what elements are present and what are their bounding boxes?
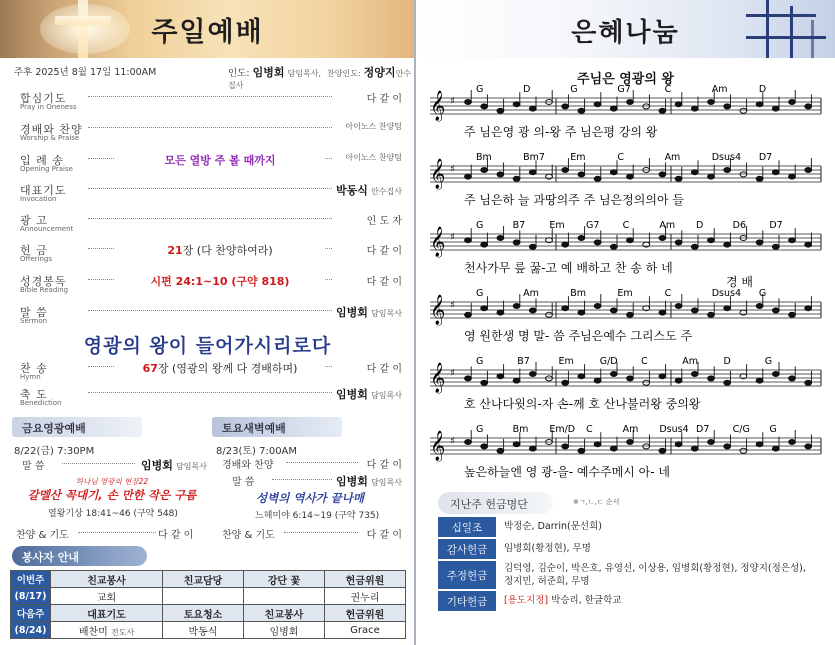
note (610, 372, 617, 377)
note (789, 174, 796, 179)
note (691, 244, 698, 249)
note (610, 446, 617, 451)
svg-text:♯: ♯ (450, 96, 455, 107)
note (578, 108, 585, 113)
note (659, 108, 666, 113)
order-item-hymn: 찬 송 Hymn 67장 (영광의 왕께 다 경배하며) 다 같 이 (20, 362, 402, 381)
lyric-alt: 경 배 (726, 275, 753, 289)
note (594, 442, 601, 447)
note (481, 168, 488, 173)
chord-label: G (476, 356, 484, 367)
page-title: 주일예배 (151, 17, 264, 48)
chord-label: Em (549, 220, 565, 231)
saturday-service-label: 토요새벽예배 (212, 417, 342, 437)
note (772, 106, 779, 111)
note (724, 242, 731, 247)
note (627, 238, 634, 243)
note (465, 376, 472, 381)
note (481, 380, 488, 385)
note (497, 236, 504, 241)
friday-sermon: 말 씀 임병회 담임목사 (22, 459, 207, 472)
note (610, 170, 617, 175)
note (627, 100, 634, 105)
chord-label: C (664, 84, 672, 95)
service-leaders: 인도: 임병회 담임목사, 찬양인도: 정양지안수집사 (228, 66, 412, 90)
note (756, 102, 763, 107)
note (497, 448, 504, 453)
lyric-line: 주 님은하 늘 과땅의주 주 님은정의의아 들 (464, 193, 684, 207)
note (594, 102, 601, 107)
note (675, 378, 682, 383)
note (805, 380, 812, 385)
note (610, 308, 617, 313)
order-label-en: Pray in Oneness (20, 103, 77, 111)
scripture-reference: 시편 24:1~10 (구약 818) (115, 273, 325, 289)
order-label: 합심기도 (20, 92, 67, 105)
note (513, 240, 520, 245)
note (594, 378, 601, 383)
note (691, 106, 698, 111)
note (708, 440, 715, 445)
chord-label: Dsus4 (659, 424, 689, 435)
sermon-title: 영광의 왕이 들어가시리로다 (83, 335, 332, 357)
note (708, 238, 715, 243)
note (740, 448, 747, 453)
order-item-opening: 입 례 송 Opening Praise 모든 열방 주 볼 때까지 아이노스 찬양팀 (20, 153, 402, 173)
note (691, 308, 698, 313)
note (724, 168, 731, 173)
note (529, 106, 536, 111)
note (529, 308, 536, 313)
note (805, 104, 812, 109)
note (529, 244, 536, 249)
note (756, 304, 763, 309)
saturday-date: 8/23(토) 7:00AM (216, 446, 298, 457)
order-item-offering: 헌 금 Offerings 21장 (다 찬양하여라) 다 같 이 (20, 244, 402, 263)
chord-label: Bm (570, 288, 587, 299)
chord-label: G (476, 84, 484, 95)
note (578, 236, 585, 241)
chord-label: D (523, 84, 531, 95)
lyric-line: 천사가무 릎 꿇-고 예 배하고 찬 송 하 네 (464, 261, 673, 275)
chord-label: Am (664, 152, 681, 163)
chord-label: Em/D (549, 424, 576, 435)
chord-label: Bm (476, 152, 492, 163)
note (724, 104, 731, 109)
note (756, 442, 763, 447)
lyric-line: 높은하늘엔 영 광-을- 예수주메시 아- 네 (464, 465, 670, 479)
saturday-sermon-title: 성벽의 역사가 끝나매 (256, 491, 364, 505)
chord-label: Dsus4 (711, 288, 741, 299)
svg-text:♯: ♯ (450, 368, 455, 379)
note (643, 104, 650, 109)
chord-label: C (664, 288, 672, 299)
music-line (430, 220, 821, 289)
chord-label: Am (622, 424, 639, 435)
order-item-worship: 경배와 찬양 Worship & Praise 아이노스 찬양팀 (20, 122, 402, 142)
chord-label: G (476, 424, 484, 435)
saturday-praise: 찬양 & 기도 다 같 이 (222, 530, 402, 541)
offering-order-note: ※ㄱ,ㄴ,ㄷ 순서 (573, 498, 620, 506)
note (772, 372, 779, 377)
note (805, 444, 812, 449)
chord-label: B7 (517, 356, 530, 367)
lyric-line: 영 원한생 명 말- 씀 주님은예수 그리스도 주 (464, 329, 693, 343)
note (594, 240, 601, 245)
chord-label: Em (558, 356, 574, 367)
note (529, 372, 536, 377)
friday-service-label: 금요영광예배 (12, 417, 142, 437)
chord-label: G/D (599, 356, 618, 367)
order-item-sermon: 말 씀 Sermon 임병회 담임목사 (20, 306, 402, 325)
chord-label: D7 (769, 220, 783, 231)
note (594, 176, 601, 181)
chord-label: Bm7 (523, 152, 545, 163)
chord-label: D6 (732, 220, 747, 231)
chord-label: D (758, 84, 767, 95)
note (691, 170, 698, 175)
saturday-worship: 경배와 찬양 다 같 이 (222, 460, 402, 471)
note (465, 312, 472, 317)
treble-clef-icon: 𝄞 (430, 91, 446, 121)
note (627, 376, 634, 381)
volunteer-label: 봉사자 안내 (12, 546, 147, 566)
note (497, 310, 504, 315)
note (659, 172, 666, 177)
chord-label: D7 (696, 424, 710, 435)
music-line (430, 288, 821, 343)
chord-label: Bm (512, 424, 529, 435)
chord-label: G (769, 424, 777, 435)
service-date: 주후 2025년 8월 17일 11:00AM (14, 67, 157, 78)
note (659, 310, 666, 315)
note (513, 102, 520, 107)
note (643, 380, 650, 385)
chord-label: C (622, 220, 630, 231)
order-item-bible-reading: 성경봉독 Bible Reading 시편 24:1~10 (구약 818) 다 같 이 (20, 275, 402, 294)
chord-label: C (641, 356, 648, 367)
chord-label: G7 (586, 220, 600, 231)
note (675, 176, 682, 181)
note (691, 372, 698, 377)
note (562, 242, 569, 247)
note (675, 304, 682, 309)
sunday-worship-header (0, 0, 415, 58)
chord-label: Dsus4 (711, 152, 741, 163)
music-line (430, 84, 821, 139)
note (529, 170, 536, 175)
note (562, 380, 569, 385)
note (481, 104, 488, 109)
note (465, 174, 472, 179)
note (772, 446, 779, 451)
chord-label: C/G (732, 424, 750, 435)
note (578, 310, 585, 315)
note (772, 244, 779, 249)
note (610, 106, 617, 111)
note (627, 440, 634, 445)
note (610, 244, 617, 249)
chord-label: G (476, 220, 484, 231)
note (481, 306, 488, 311)
treble-clef-icon: 𝄞 (430, 295, 446, 325)
note (756, 176, 763, 181)
chord-label: Am (711, 84, 728, 95)
treble-clef-icon: 𝄞 (430, 227, 446, 257)
note (675, 102, 682, 107)
chord-label: G7 (617, 84, 631, 95)
sheet-music (416, 80, 835, 490)
chord-label: Am (682, 356, 699, 367)
note (578, 374, 585, 379)
treble-clef-icon: 𝄞 (430, 159, 446, 189)
offering-list-label: 지난주 헌금명단 (438, 492, 553, 514)
friday-sermon-title: 하나님 영광의 현장22 갈멜산 꼭대기, 손 만한 작은 구름 (27, 477, 197, 502)
note (465, 100, 472, 105)
chord-label: Am (659, 220, 676, 231)
note (513, 378, 520, 383)
note (805, 168, 812, 173)
treble-clef-icon: 𝄞 (430, 431, 446, 461)
note (789, 440, 796, 445)
note (497, 108, 504, 113)
note (691, 446, 698, 451)
friday-scripture: 열왕기상 18:41~46 (구약 548) (48, 509, 178, 519)
note (789, 312, 796, 317)
order-item-prayer (20, 90, 402, 118)
grace-sharing-header (416, 0, 835, 58)
note (578, 172, 585, 177)
note (772, 308, 779, 313)
note (481, 242, 488, 247)
svg-text:♯: ♯ (450, 164, 455, 175)
note (708, 174, 715, 179)
chord-label: G (476, 288, 484, 299)
note (481, 444, 488, 449)
order-item-benediction: 축 도 Benediction 임병회 담임목사 (20, 388, 402, 407)
note (789, 376, 796, 381)
bulletin-right-page: 은혜나눔 주님은 영광의 왕 𝄞 ♯ G D G G7 C Am D 주 님은영 광 의-왕 주 님은평 강의 왕 𝄞 ♯ Bm Bm7 Em C Am Dsus4 D7 주 님은하 늘 과땅의주 주 님은정의의아 들 𝄞 ♯ G B7 Em G7 C Am D D6 D7 천사가무 릎 꿇-고 예 배하고 찬 송 하 네 경 배 𝄞 ♯ G Am Bm Em C Dsus4 G 영 원한생 명 말- 씀 주님은예수 그리스도 주 𝄞 ♯ G B7 Em G/D C Am D G 호 산나다윗의-자 손-께 호 산나불러왕 중의왕 𝄞 ♯ G Bm Em/D C Am Dsus4 D7 C/G G 높은하늘엔 영 광-을- 예수주메시 아- 네 지난주 헌금명단 ※ㄱ,ㄴ,ㄷ 순서 십일조 박정순, Darrin(문선희) 감사헌금 임병회(황정현), 무명 주정헌금 김덕영, 김순이, 박은호, 유영선, 이상용, 임병회(황정현), 정양지(정은성), 정지민, 허준희, 무명 기타헌금 [용도지정] 박승리, 한글학교 (416, 0, 835, 645)
note (627, 174, 634, 179)
note (562, 444, 569, 449)
music-line (430, 356, 821, 411)
saturday-sermon: 말 씀 임병회 담임목사 (232, 475, 402, 488)
chord-label: Am (523, 288, 539, 299)
note (465, 238, 472, 243)
note (805, 242, 812, 247)
svg-text:♯: ♯ (450, 436, 455, 447)
page-title: 은혜나눔 (571, 18, 680, 48)
note (513, 442, 520, 447)
note (675, 240, 682, 245)
chord-label: Em (570, 152, 586, 163)
chord-label: D (696, 220, 704, 231)
note (562, 104, 569, 109)
note (708, 376, 715, 381)
note (789, 100, 796, 105)
note (594, 304, 601, 309)
lyric-line: 주 님은영 광 의-왕 주 님은평 강의 왕 (464, 125, 658, 139)
svg-text:♯: ♯ (450, 300, 455, 311)
opening-song: 모든 열방 주 볼 때까지 (115, 152, 325, 168)
note (772, 170, 779, 175)
note (724, 444, 731, 449)
volunteer-table: 이번주 친교봉사 친교담당 강단 꽃 헌금위원 (8/17) 교회 권누리 다음주 대표기도 토요청소 친교봉사 헌금위원 (8/24) 배찬미 전도사 박동식 임병회 Grace (10, 570, 406, 639)
chord-label: B7 (512, 220, 526, 231)
chord-label: D (723, 356, 731, 367)
note (562, 168, 569, 173)
chord-label: G (570, 84, 578, 95)
note (659, 374, 666, 379)
music-line (430, 152, 821, 207)
note (708, 100, 715, 105)
chord-label: C (586, 424, 593, 435)
note (627, 312, 634, 317)
treble-clef-icon: 𝄞 (430, 363, 446, 393)
note (756, 240, 763, 245)
note (513, 304, 520, 309)
chord-label: C (617, 152, 625, 163)
saturday-scripture: 느헤미야 6:14~19 (구약 735) (255, 511, 380, 521)
lyric-line: 호 산나다윗의-자 손-께 호 산나불러왕 중의왕 (464, 397, 701, 411)
svg-text:♯: ♯ (450, 232, 455, 243)
note (546, 312, 553, 317)
note (529, 446, 536, 451)
chord-label: D7 (758, 152, 773, 163)
note (562, 306, 569, 311)
note (789, 238, 796, 243)
friday-praise: 찬양 & 기도 다 같 이 (16, 530, 194, 541)
note (675, 442, 682, 447)
chord-label: G (758, 288, 767, 299)
note (578, 448, 585, 453)
note (497, 374, 504, 379)
order-leader: 다 같 이 (363, 90, 402, 105)
chord-label: G (764, 356, 773, 367)
note (465, 440, 472, 445)
order-item-invocation: 대표기도 Invocation 박동식 안수집사 (20, 184, 402, 203)
note (708, 312, 715, 317)
note (724, 306, 731, 311)
friday-date: 8/22(금) 7:30PM (14, 446, 95, 457)
note (513, 176, 520, 181)
note (740, 108, 747, 113)
note (805, 306, 812, 311)
chord-label: Em (617, 288, 633, 299)
note (659, 236, 666, 241)
bulletin-left-page (0, 0, 415, 645)
note (724, 380, 731, 385)
note (756, 378, 763, 383)
note (659, 448, 666, 453)
note (497, 172, 504, 177)
order-item-announcement: 광 고 Announcement 인 도 자 (20, 214, 402, 233)
music-line (430, 424, 821, 479)
song-title: 주님은 영광의 왕 (577, 72, 674, 87)
